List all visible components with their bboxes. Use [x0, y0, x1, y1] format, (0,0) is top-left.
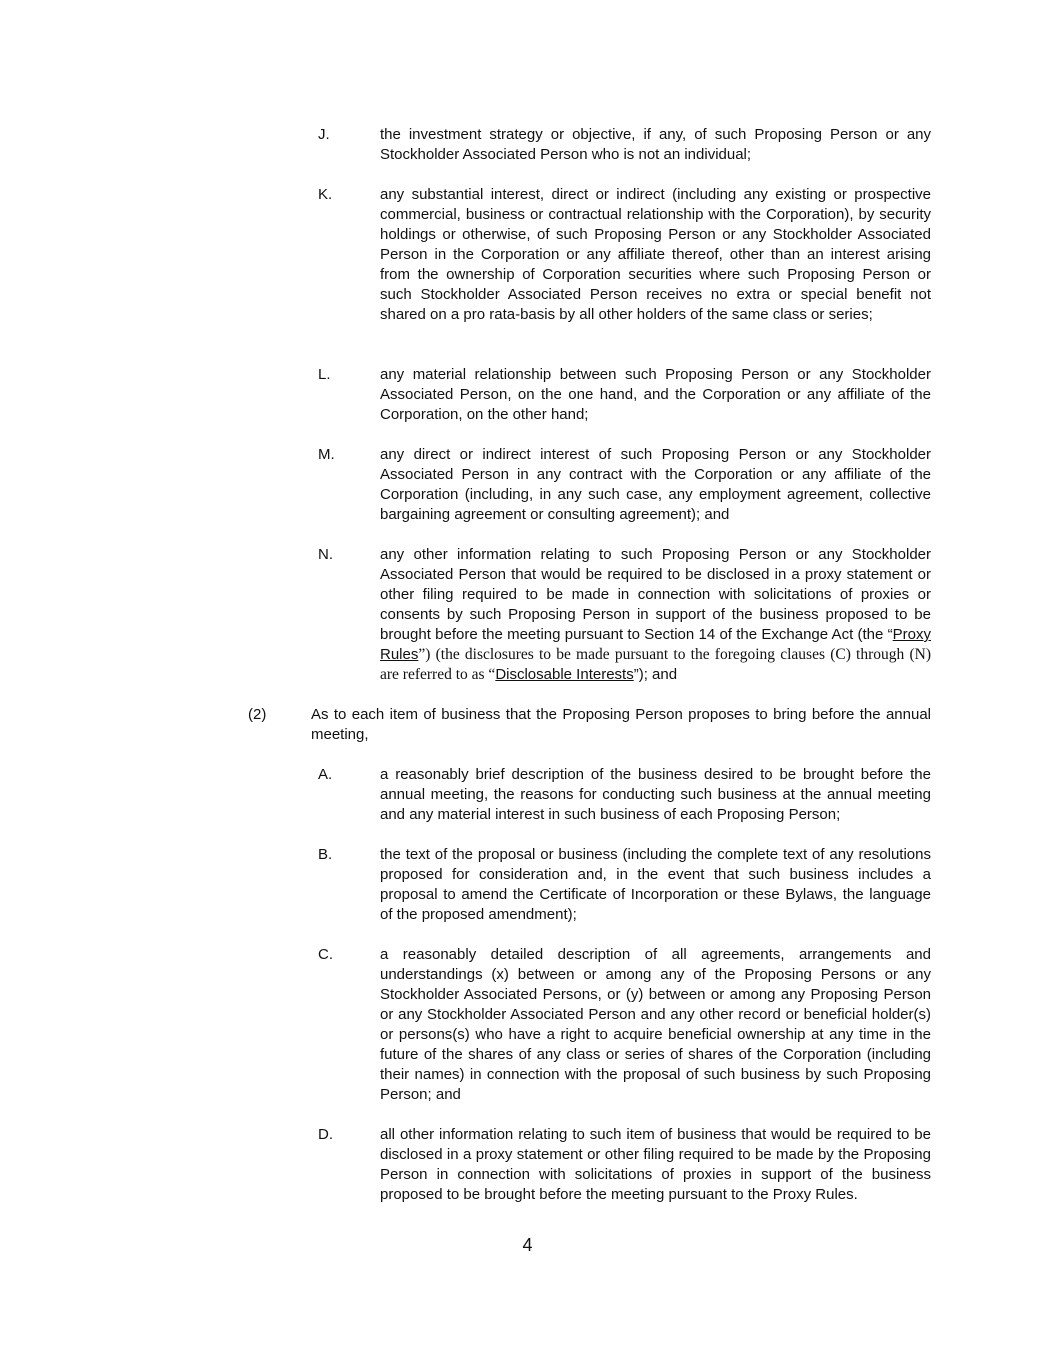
- clause-text: [380, 545, 931, 685]
- clause-label: A.: [318, 766, 333, 783]
- clause-text: a reasonably brief description of the business desired to be brought before the annual meeting, the reasons for conducting such business at the annual meeting and any material interest in such business of each Proposing Person;: [380, 766, 931, 823]
- clause-text: all other information relating to such item of business that would be required to be disclosed in a proxy statement or other filing required to be made by the Proposing Person in connection with solicitations of proxies in support of the business proposed to be brought before the meeting pursuant to the Proxy Rules.: [380, 1126, 931, 1203]
- clause-label: N.: [318, 546, 333, 563]
- clause-label: B.: [318, 846, 333, 863]
- clause-text: any material relationship between such Proposing Person or any Stockholder Associated Person, on the one hand, and the Corporation or any affiliate of the Corporation, on the other hand;: [380, 366, 931, 423]
- clause-label: M.: [318, 446, 335, 463]
- defined-term-disclosable-interests: Disclosable Interests: [495, 666, 634, 683]
- defined-term-proxy-rules: Proxy Rules: [380, 626, 931, 663]
- clause-tail: ”); and: [633, 666, 678, 683]
- clause-text: the investment strategy or objective, if any, of such Proposing Person or any Stockholder Associated Person who is not an individual;: [380, 126, 931, 163]
- clause-text: any direct or indirect interest of such Proposing Person or any Stockholder Associated Person in any contract with the Corporation or any affiliate of the Corporation (including, in any such case, any employment agreement, collective bargaining agreement or consulting agreement); and: [380, 446, 931, 523]
- open-quote: “: [887, 626, 893, 643]
- clause-text: any substantial interest, direct or indirect (including any existing or prospective commercial, business or contractual relationship with the Corporation), by security holdings or otherwise, of such Proposing Person or any Stockholder Associated Person in the Corporation or any affiliate thereof, other than an interest arising from the ownership of Corporation securities where such Proposing Person or such Stockholder Associated Person receives no extra or special benefit not shared on a pro rata-basis by all other holders of the same class or series;: [380, 186, 931, 323]
- clause-label: J.: [318, 126, 330, 143]
- serif-passage: ”) (the disclosures to be made pursuant to the foregoing clauses (C) through (N) are referred to as “: [380, 646, 931, 683]
- section-label: (2): [248, 706, 267, 723]
- clause-text-main: any other information relating to such Proposing Person or any Stockholder Associated Person that would be required to be disclosed in a proxy statement or other filing required to be made in connection with solicitations of proxies or consents by such Proposing Person in support of the business proposed to be brought before the meeting pursuant to Section 14 of the Exchange Act (the: [380, 546, 931, 643]
- clause-text: the text of the proposal or business (including the complete text of any resolutions proposed for consideration and, in the event that such business includes a proposal to amend the Certificate of Incorporation or these Bylaws, the language of the proposed amendment);: [380, 846, 931, 923]
- clause-label: K.: [318, 186, 333, 203]
- page-number: 4: [522, 1235, 533, 1255]
- clause-label: L.: [318, 366, 331, 383]
- clause-label: C.: [318, 946, 333, 963]
- clause-label: D.: [318, 1126, 333, 1143]
- clause-text: a reasonably detailed description of all agreements, arrangements and understandings (x) between or among any of the Proposing Persons or any Stockholder Associated Persons, or (y) between or among any Proposing Person or any Stockholder Associated Person and any other record or beneficial holder(s) or persons(s) who have a right to acquire beneficial ownership at any time in the future of the shares of any class or series of shares of the Corporation (including their names) in connection with the proposal of such business by such Proposing Person; and: [380, 946, 931, 1103]
- section-text: As to each item of business that the Proposing Person proposes to bring before the annual meeting,: [311, 706, 931, 743]
